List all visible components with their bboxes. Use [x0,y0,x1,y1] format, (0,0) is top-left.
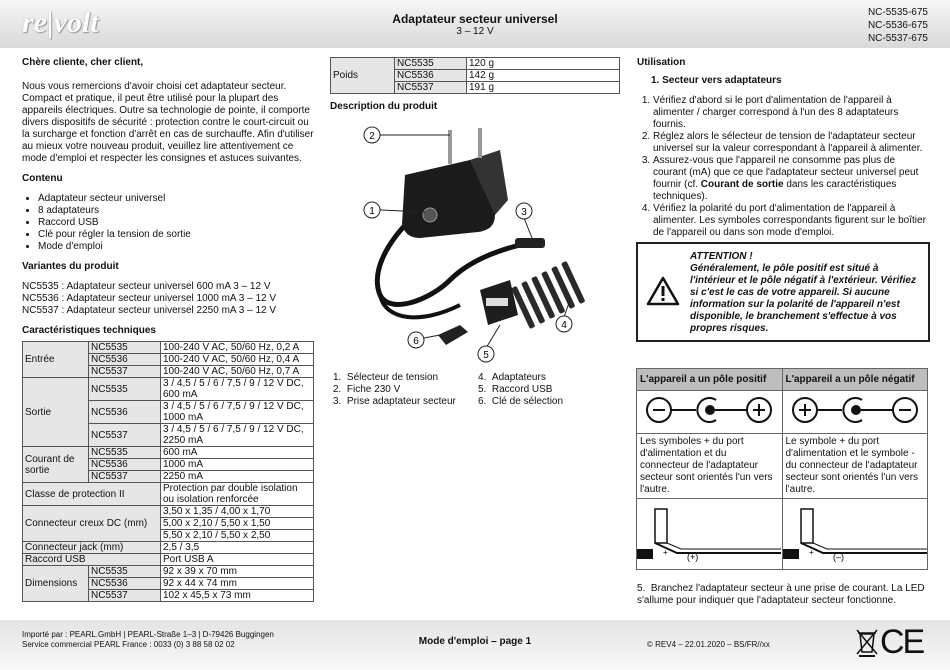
table-cell: 120 g [467,58,620,70]
table-cell: 100-240 V AC, 50/60 Hz, 0,2 A [161,342,314,354]
step-five [637,583,927,607]
table-row [23,566,314,578]
table-row [637,369,928,391]
table-row [23,542,314,554]
callout-number: 3 [521,207,527,218]
ce-mark: CE [880,623,924,661]
table-cell: NC5536 [89,401,161,424]
table-cell: NC5537 [89,424,161,447]
variante-line: NC5536 : Adaptateur secteur universel 1000 mA 3 – 12 V [22,293,277,304]
table-cell: Protection par double isolation ou isolation renforcée [161,483,314,506]
table-cell: NC5537 [89,471,161,483]
table-cell: 3,50 x 1,35 / 4,00 x 1,70 [161,506,314,518]
table-cell: 92 x 44 x 74 mm [161,578,314,590]
specs-label: Dimensions [23,566,89,602]
warning-title: ATTENTION ! [690,251,753,262]
callout-line [486,325,500,348]
brand-logo: re|volt [22,6,99,39]
plug-pin [478,128,482,158]
greeting: Chère cliente, cher client, [22,57,144,68]
step-text: Assurez-vous que l'appareil ne consomme pas plus de courant (mA) que ce que l'adaptateur secteur universel peut fournir (cf. [653,155,919,190]
specs-label: Connecteur creux DC (mm) [23,506,161,542]
weight-table [330,57,620,94]
table-row [23,378,314,401]
weee-bin-icon [856,628,878,658]
dc-plug [515,238,545,248]
utilisation-heading: Utilisation [637,57,686,68]
table-cell: 600 mA [161,447,314,459]
legend-right [478,372,618,408]
usb-port [486,298,508,306]
warning-icon [646,276,680,306]
step-item [653,155,927,203]
product-code: NC-5537-675 [867,33,928,44]
table-cell: Port USB A [161,554,314,566]
service-line: Service commercial PEARL France : 0033 (0) 3 88 58 02 02 [22,640,235,649]
table-cell: NC5535 [395,58,467,70]
importer-line: Importé par : PEARL.GmbH | PEARL-Straße 1–3 | D-79426 Buggingen [22,630,274,639]
table-cell: NC5535 [89,447,161,459]
variante-line: NC5535 : Adaptateur secteur universel 600 mA 3 – 12 V [22,281,271,292]
connector-illustration-positive [637,499,783,570]
table-cell: 100-240 V AC, 50/60 Hz, 0,7 A [161,366,314,378]
table-cell: 2250 mA [161,471,314,483]
list-item: • Mode d'emploi [38,241,314,253]
step-item: 4. Vérifiez la polarité du port d'alimentation de l'appareil à alimenter. Les symboles correspondants figurent sur le boîtier de l'appareil ou dans son mode d'emploi. [653,203,927,239]
polarity-negative-icon [790,395,920,425]
connector-negative-icon [783,499,927,565]
table-cell: NC5536 [89,459,161,471]
legend-item: 1. Sélecteur de tension [333,372,439,383]
table-cell: NC5536 [89,354,161,366]
step-bold: Courant de sortie [700,179,784,190]
document-subtitle: 3 – 12 V [456,26,494,37]
description-heading-wrap [330,101,620,119]
step-item: 2. Réglez alors le sélecteur de tension de l'adaptateur secteur universel sur la valeur correspondant à l'appareil à alimenter. [653,131,927,155]
table-row [637,391,928,434]
step-item: 1. Vérifiez d'abord si le port d'alimentation de l'appareil à alimenter / charger correspond à l'un des 8 adaptateurs fournis. [653,95,927,131]
table-cell: 191 g [467,82,620,94]
list-item: • Adaptateur secteur universel [38,193,314,205]
table-cell: 100-240 V AC, 50/60 Hz, 0,4 A [161,354,314,366]
polarity-header-positive: L'appareil a un pôle positif [637,369,783,391]
legend-item: 5. Raccord USB [478,384,553,395]
callout-line [524,218,532,238]
table-cell: 1000 mA [161,459,314,471]
warning-content [690,251,922,335]
table-cell: NC5537 [89,590,161,602]
page-footer [0,620,950,670]
table-row [23,506,314,518]
table-cell: 5,50 x 2,10 / 5,50 x 2,50 [161,530,314,542]
variantes-heading: Variantes du produit [22,261,119,272]
callout-number: 5 [483,350,489,361]
warning-text: Généralement, le pôle positif est situé à l'intérieur et le pôle négatif à l'extérieur. Vérifiez si c'est le cas de votre appareil. Si aucune information sur la polarité de l'appareil n'est disponible, le branchement s'effectue à vos propres risques. [690,263,916,334]
callout-number: 2 [369,131,375,142]
weight-label: Poids [331,58,395,94]
specs-label: Sortie [23,378,89,447]
table-cell: NC5535 [89,378,161,401]
polarity-text-negative: Le symbole + du port d'alimentation et le symbole - du connecteur de l'adaptateur secteur sont orientés l'un vers l'autre. [782,434,928,499]
specs-label: Connecteur jack (mm) [23,542,161,554]
table-row [23,483,314,506]
svg-text:+: + [808,548,814,557]
intro-paragraph: Nous vous remercions d'avoir choisi cet adaptateur secteur. Compact et pratique, il peut être utilisé pour la plupart des appareils électriques. Outre sa technologie de pointe, il comporte divers dispositifs de sécurité : protection contre le court-circuit ou la surcharge et fonction d'arrêt en cas de surchauffe. Afin d'utiliser au mieux votre nouveau produit, veuillez lire attentivement ce mode d'emploi et respecter les consignes et astuces suivantes. [22,81,314,164]
document-title: Adaptateur secteur universel [392,12,558,26]
svg-text:(–): (–) [832,552,844,562]
table-cell: NC5537 [395,82,467,94]
page-number: Mode d'emploi – page 1 [418,636,532,647]
table-cell: 142 g [467,70,620,82]
step-item: 5. Branchez l'adaptateur secteur à une prise de courant. La LED s'allume pour indiquer que l'adaptateur secteur fonctionne. [637,583,925,606]
svg-text:(+): (+) [687,552,699,562]
step-text: dans les caractéristiques techniques). [653,179,897,202]
table-cell: 3 / 4,5 / 5 / 6 / 7,5 / 9 / 12 V DC, 1000 mA [161,401,314,424]
selection-key [438,325,468,345]
callout-number: 4 [561,320,567,331]
revision-line: © REV4 – 22.01.2020 – BS/FR//xx [647,640,770,649]
list-item: • Clé pour régler la tension de sortie [38,229,314,241]
variante-line: NC5537 : Adaptateur secteur universel 2250 mA 3 – 12 V [22,305,277,316]
page-header [0,0,950,48]
table-cell: 2,5 / 3,5 [161,542,314,554]
table-row [637,499,928,570]
table-row [331,58,620,70]
specs-label: Courant de sortie [23,447,89,483]
product-codes [868,6,928,45]
list-item: • 8 adaptateurs [38,205,314,217]
table-row [23,554,314,566]
callout-line [424,335,440,338]
legend-item: 4. Adaptateurs [478,372,546,383]
polarity-symbol-positive [637,391,783,434]
polarity-text-positive: Les symboles + du port d'alimentation et du connecteur de l'adaptateur secteur sont orientés l'un vers l'autre. [637,434,783,499]
table-row [23,342,314,354]
callout-number: 1 [369,206,375,217]
legend-item: 3. Prise adaptateur secteur [333,396,456,407]
callout-number: 6 [413,336,419,347]
table-cell: 3 / 4,5 / 5 / 6 / 7,5 / 9 / 12 V DC, 600 mA [161,378,314,401]
polarity-positive-icon [644,395,774,425]
product-illustration [350,120,590,365]
specs-label: Raccord USB [23,554,161,566]
table-row [637,434,928,499]
table-cell: NC5536 [89,578,161,590]
specs-table [22,341,314,602]
polarity-header-negative: L'appareil a un pôle négatif [782,369,928,391]
table-cell: NC5535 [89,342,161,354]
table-cell: 3 / 4,5 / 5 / 6 / 7,5 / 9 / 12 V DC, 2250 mA [161,424,314,447]
left-column [22,57,314,343]
contenu-heading: Contenu [22,173,63,184]
legend-item: 2. Fiche 230 V [333,384,401,395]
adapter-tips [511,261,585,329]
table-cell: 102 x 45,5 x 73 mm [161,590,314,602]
list-item: • Raccord USB [38,217,314,229]
utilisation-subheading: 1. Secteur vers adaptateurs [651,75,782,86]
connector-illustration-negative [782,499,928,570]
specs-heading: Caractéristiques techniques [22,325,156,336]
legend-item: 6. Clé de sélection [478,396,564,407]
voltage-selector [423,208,437,222]
table-cell: 5,00 x 2,10 / 5,50 x 1,50 [161,518,314,530]
polarity-table [636,368,928,570]
table-cell: NC5535 [89,566,161,578]
contenu-list [22,193,314,253]
polarity-symbol-negative [782,391,928,434]
legend-left [333,372,478,408]
connector-positive-icon [637,499,781,565]
specs-label: Entrée [23,342,89,378]
product-code: NC-5535-675 [867,7,928,18]
usage-steps [637,95,927,239]
product-code: NC-5536-675 [867,20,928,31]
table-cell: NC5536 [395,70,467,82]
specs-label: Classe de protection II [23,483,161,506]
warning-box [636,242,930,342]
description-heading: Description du produit [330,101,438,112]
right-column [637,57,927,239]
table-cell: NC5537 [89,366,161,378]
svg-text:+: + [663,548,668,557]
table-cell: 92 x 39 x 70 mm [161,566,314,578]
table-row [23,447,314,459]
